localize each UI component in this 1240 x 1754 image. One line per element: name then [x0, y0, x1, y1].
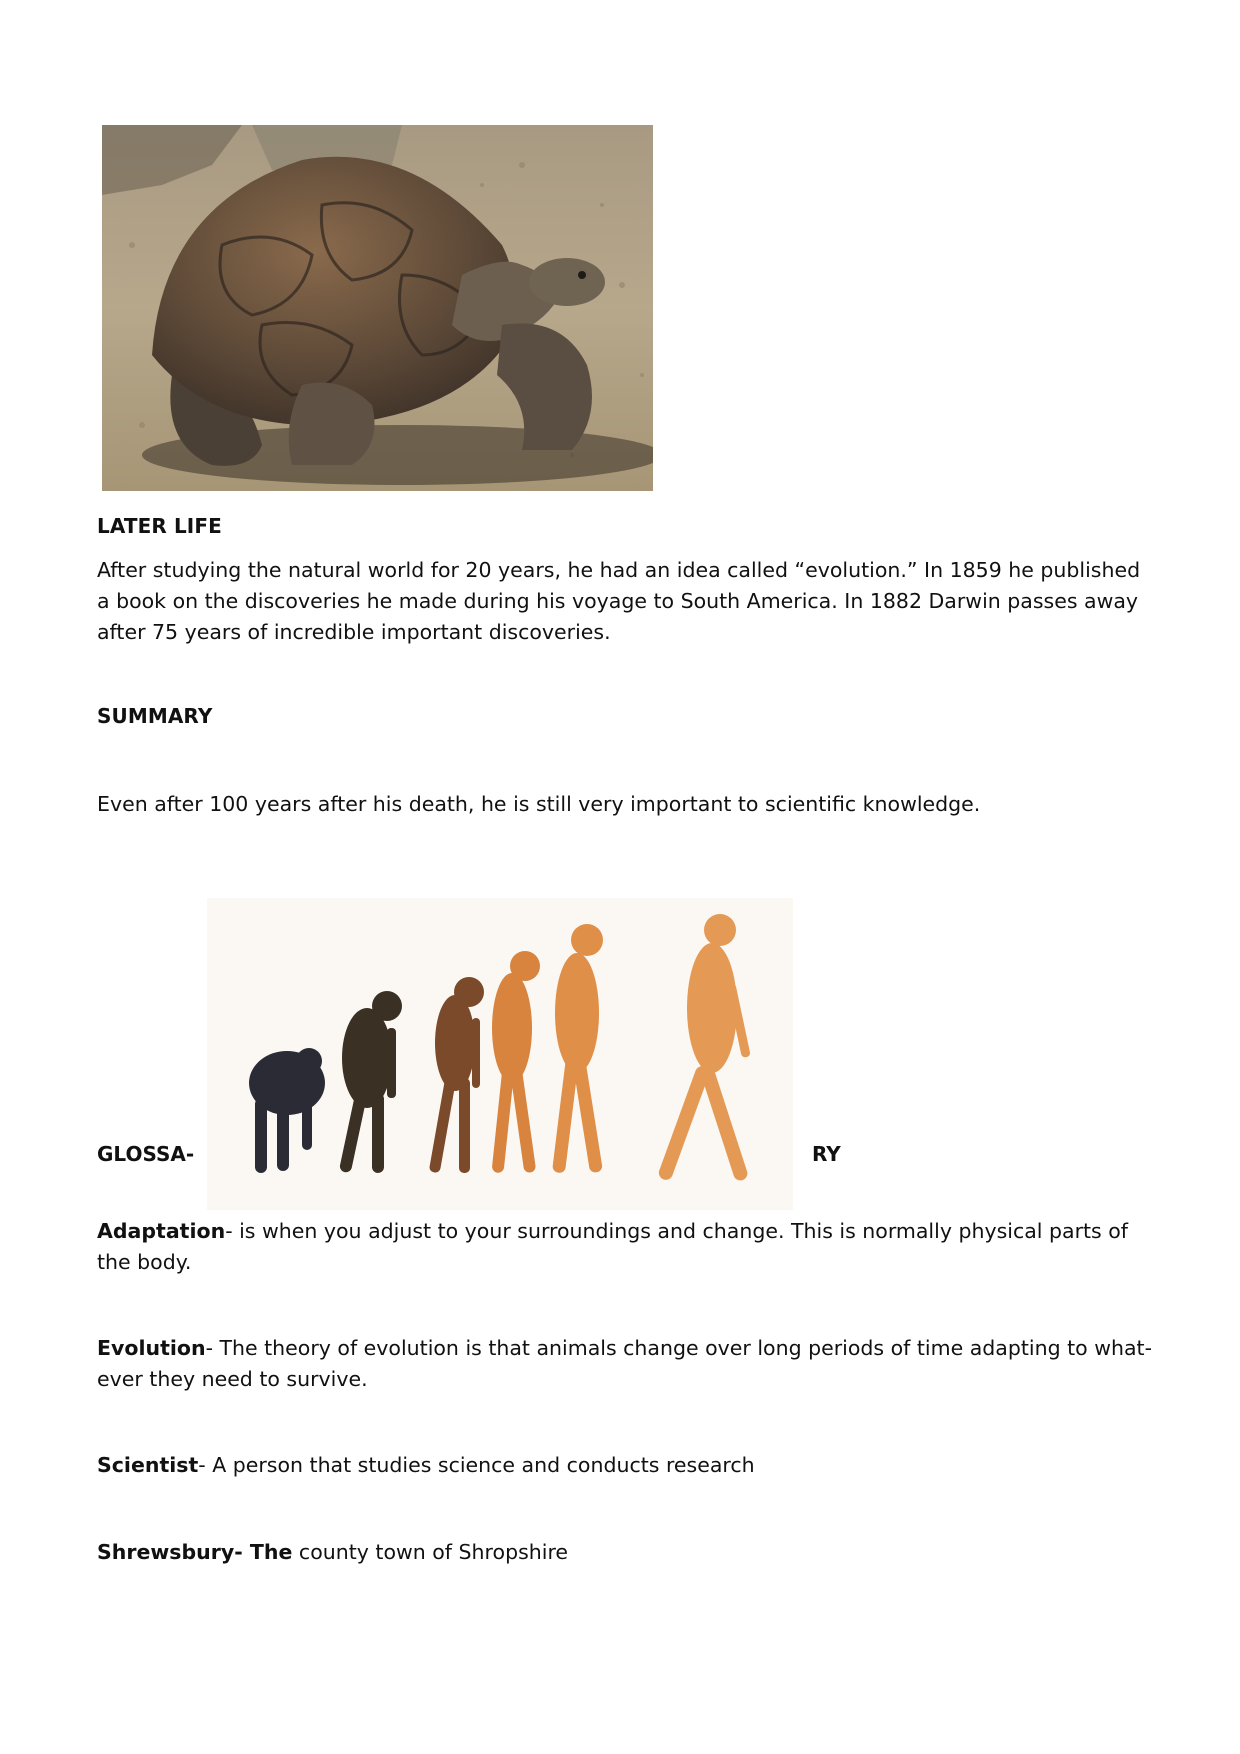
glossary-term: Evolution [97, 1336, 206, 1360]
glossary-term: Adaptation [97, 1219, 226, 1243]
glossary-entry [97, 1333, 1157, 1395]
glossary-entry [97, 1450, 1157, 1481]
summary-heading: SUMMARY [97, 704, 213, 728]
tortoise-photo [102, 125, 653, 491]
glossary-separator: - [225, 1219, 240, 1243]
evolution-illustration [207, 898, 793, 1210]
summary-paragraph: Even after 100 years after his death, he is still very important to scientific knowledge. [97, 792, 981, 816]
glossary-heading-right: RY [812, 1142, 841, 1166]
glossary-entry [97, 1216, 1157, 1278]
glossary-separator: - [198, 1453, 213, 1477]
later-life-paragraph: After studying the natural world for 20 years, he had an idea called “evolution.” In 1859 he published a book on the discoveries he made during his voyage to South America. In 1882 Darwin passes away after 75 years of incredible important discoveries. [97, 558, 1141, 644]
glossary-heading-left: GLOSSA- [97, 1142, 195, 1166]
glossary-definition: The theory of evolution is that animals change over long periods of time adapting to what-ever they need to survive. [97, 1336, 1152, 1391]
glossary-definition: A person that studies science and conducts research [212, 1453, 755, 1477]
glossary-definition: county town of Shropshire [298, 1540, 569, 1564]
glossary-definition: is when you adjust to your surroundings and change. This is normally physical parts of the body. [97, 1219, 1129, 1274]
glossary-term: Shrewsbury- The [97, 1540, 293, 1564]
glossary-entry [97, 1537, 1157, 1568]
glossary-term: Scientist [97, 1453, 199, 1477]
glossary-separator: - [205, 1336, 220, 1360]
later-life-heading: LATER LIFE [97, 514, 222, 538]
